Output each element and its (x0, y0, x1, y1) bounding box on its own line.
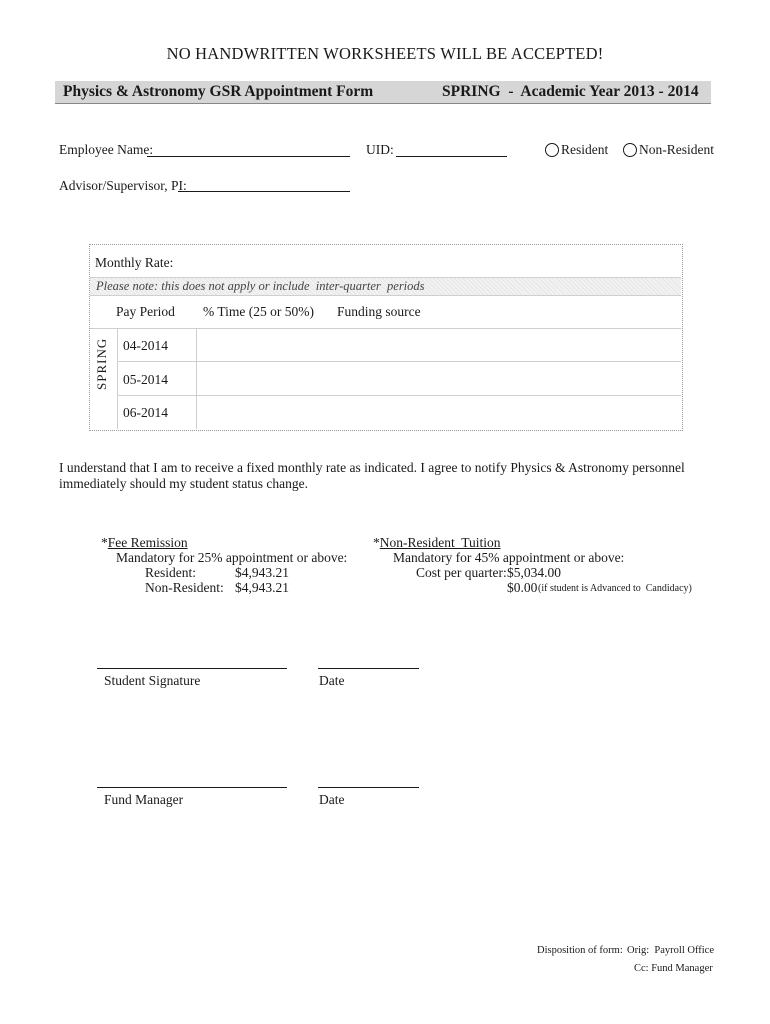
fee-resident-amount: $4,943.21 (235, 565, 289, 580)
agreement-text: I understand that I am to receive a fixed monthly rate as indicated. I agree to notify Physics & Astronomy personnel immediately should my student status change. (59, 460, 685, 491)
notice-banner: NO HANDWRITTEN WORKSHEETS WILL BE ACCEPTED! (166, 44, 604, 63)
fund-manager-label: Fund Manager (104, 792, 184, 807)
col-pay-period: Pay Period (116, 304, 175, 319)
nonresident-label: Non-Resident (639, 142, 714, 157)
table-divider (90, 328, 681, 329)
student-signature-label: Student Signature (104, 673, 201, 688)
fee-remission-title-text: Fee Remission (107, 535, 188, 550)
employee-name-label: Employee Name: (59, 142, 154, 157)
nrt-title-text: Non-Resident Tuition (379, 535, 501, 550)
fee-remission-requirement: Mandatory for 25% appointment or above: (116, 550, 348, 565)
student-date-label: Date (319, 673, 345, 688)
uid-field[interactable] (396, 156, 507, 157)
nrt-candidacy-amount: $0.00 (507, 580, 538, 595)
disposition-orig: Orig: Payroll Office (627, 945, 714, 956)
nrt-cost-amount: $5,034.00 (507, 565, 561, 580)
disposition-label: Disposition of form: (537, 945, 623, 956)
row-entry-04[interactable] (198, 330, 680, 360)
pay-period-row: 06-2014 (123, 405, 168, 420)
pay-period-row: 04-2014 (123, 338, 168, 353)
nrt-cost-label: Cost per quarter: (416, 565, 507, 580)
table-divider (90, 295, 681, 296)
row-entry-06[interactable] (198, 397, 680, 428)
fee-nonresident-label: Non-Resident: (145, 580, 224, 595)
pay-period-row: 05-2014 (123, 372, 168, 387)
table-divider (118, 361, 681, 362)
fee-remission-title: *Fee Remission (101, 535, 188, 550)
term-title: SPRING - Academic Year 2013 - 2014 (442, 83, 699, 100)
nrt-title: *Non-Resident Tuition (373, 535, 501, 550)
disposition-cc: Cc: Fund Manager (634, 963, 713, 974)
row-entry-05[interactable] (198, 363, 680, 394)
nrt-requirement: Mandatory for 45% appointment or above: (393, 550, 625, 565)
note-text: Please note: this does not apply or include inter-quarter periods (96, 279, 425, 293)
advisor-field[interactable] (178, 191, 350, 192)
nrt-candidacy-note: (if student is Advanced to Candidacy) (538, 583, 692, 594)
form-title: Physics & Astronomy GSR Appointment Form (63, 83, 374, 100)
student-date-line[interactable] (318, 668, 419, 669)
fund-manager-signature-line[interactable] (97, 787, 287, 788)
advisor-label: Advisor/Supervisor, PI: (59, 178, 187, 193)
col-time: % Time (25 or 50%) (203, 304, 314, 319)
table-divider (196, 328, 197, 429)
uid-label: UID: (366, 142, 394, 157)
nonresident-radio[interactable] (623, 143, 637, 157)
fee-resident-label: Resident: (145, 565, 196, 580)
resident-label: Resident (561, 142, 609, 157)
student-signature-line[interactable] (97, 668, 287, 669)
col-funding: Funding source (337, 304, 421, 319)
resident-radio[interactable] (545, 143, 559, 157)
fee-nonresident-amount: $4,943.21 (235, 580, 289, 595)
season-label: SPRING (94, 337, 109, 390)
fund-manager-date-line[interactable] (318, 787, 419, 788)
employee-name-field[interactable] (147, 156, 350, 157)
fund-manager-date-label: Date (319, 792, 345, 807)
table-divider (118, 395, 681, 396)
table-divider (117, 328, 118, 429)
monthly-rate-label[interactable]: Monthly Rate: (95, 255, 174, 270)
